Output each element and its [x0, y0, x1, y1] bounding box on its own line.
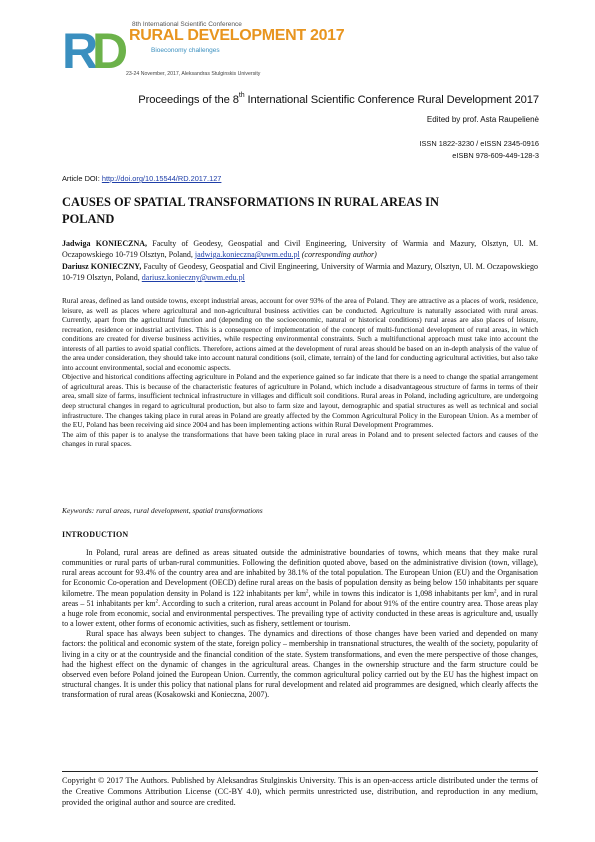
- author-affiliation: Faculty of Geodesy, Geospatial and Civil Engineering, University of Warmia and Mazury, Olsztyn, Ul. M. Oczapowskiego 10-719 Olsztyn, Poland,: [62, 239, 538, 259]
- superscript: 2: [493, 589, 497, 594]
- copyright-notice: Copyright © 2017 The Authors. Published by Aleksandras Stulginskis University. This is an open-access article distributed under the terms of the Creative Commons Attribution License (CC-BY 4.0), which permits unrestricted use, distribution, and reproduction in any medium, provided the original author and source are credited.: [62, 776, 538, 807]
- proceedings-line: [138, 94, 539, 106]
- footer-divider: [62, 771, 538, 772]
- author-note: (corresponding author): [299, 250, 377, 259]
- author-list: [62, 238, 538, 284]
- superscript: 2: [155, 599, 159, 605]
- logo-edition: 8th International Scientific Conference: [132, 21, 242, 28]
- paper-title: CAUSES OF SPATIAL TRANSFORMATIONS IN RURAL AREAS IN POLAND: [62, 195, 439, 226]
- doi-link[interactable]: http://doi.org/10.15544/RD.2017.127: [101, 174, 222, 183]
- text-run: . According to such a criterion, rural areas account in Poland for about 91% of the entire country area. Those areas play a huge role from economic, social and environmental perspectives. The prevailing type of activity conducted in these areas is agriculture and, usually to a lower extent, other forms of economic activities, such as fishery, settlement or tourism.: [62, 598, 538, 629]
- proceedings-pre: Proceedings of the 8: [138, 94, 239, 106]
- doi-label: Article DOI:: [62, 174, 102, 183]
- author-name: Jadwiga KONIECZNA,: [62, 239, 153, 248]
- svg-text:D: D: [92, 23, 129, 78]
- proceedings-post: International Scientific Conference Rural Development 2017: [244, 94, 539, 106]
- logo-dates: 23-24 November, 2017, Aleksandras Stulginskis University: [126, 71, 261, 77]
- text-run: , while in towns this indicator is 1,098 inhabitants per km: [308, 588, 494, 598]
- svg-text:R: R: [62, 23, 99, 78]
- abstract-paragraph: Objective and historical conditions affecting agriculture in Poland and the experience gained so far indicate that there is a need to change the spatial arrangement of agricultural areas. This is because of the characteristic features of agriculture in Poland, which include a disadvantageous structure of farms in terms of their area, small size of farms, insufficient technical infrastructure in villages and difficult soil conditions. Rural areas in Poland, including agriculture, are undergoing deep structural changes in regard to agricultural production, but also to farm size and layout, demographic and spatial structures as well as technical and social infrastructure. The changes taking place in rural areas in Poland are greatly affected by the Common Agricultural Policy in the European Union. As a member of the EU, Poland has been receiving aid since 2004 and has been implementing actions within Rural Development Programmes.: [62, 372, 538, 430]
- text-run: , and in rural areas – 51 inhabitants per km: [62, 588, 538, 608]
- body-paragraph: [62, 548, 538, 629]
- conference-logo: [62, 18, 345, 80]
- author-entry: [62, 238, 538, 260]
- author-name: Dariusz KONIECZNY,: [62, 262, 144, 271]
- proceedings-sup: th: [238, 92, 245, 100]
- author-email-link[interactable]: jadwiga.konieczna@uwm.edu.pl: [194, 250, 300, 259]
- text-run: In Poland, rural areas are defined as areas situated outside the administrative boundaries of towns, which means that they make rural communities or rural parts of urban-rural communities. Following the definition quoted above, based on the administrative division (town, village), rural areas account for 93.4% of the country area and are inhabited by 38.1% of the total population. The European Union (EU) and the Organisation for Economic Co-operation and Development (OECD) define rural areas on the basis of population density as being below 150 inhabitants per square kilometre. The mean population density in Poland is 122 inhabitants per km: [62, 548, 538, 598]
- body-paragraph: Rural space has always been subject to changes. The dynamics and directions of those changes have been varied and depended on many factors: the political and economic system of the state, foreign policy – membership in transnational structures, the wealth of the society, popularity of living in a city or at the countryside and the financial condition of the state. System transformations, and even the mere perspective of those changes, had the highest effect on the dynamic of changes in the agricultural areas. Changes in the ownership structure and the farm structure could be observed even before Poland joined the European Union. Currently, the common agricultural policy carried out by the EU has the highest impact on structural changes. It is under this policy that national plans for rural development and related aid programmes are designed, which clearly affects the transformation of rural areas (Kosakowski and Konieczna, 2007).: [62, 629, 538, 700]
- rd-logo-icon: [62, 20, 132, 78]
- author-entry: [62, 261, 538, 283]
- section-heading-introduction: INTRODUCTION: [62, 530, 129, 539]
- abstract-paragraph: The aim of this paper is to analyse the transformations that have been taking place in rural areas in Poland and to present selected factors and causes of the changes in rural spaces.: [62, 429, 538, 449]
- author-affiliation: Faculty of Geodesy, Geospatial and Civil Engineering, University of Warmia and Mazury, Olsztyn, Ul. M. Oczapowskiego 10-719 Olsztyn, Poland,: [62, 262, 538, 282]
- superscript: 2: [306, 589, 309, 594]
- abstract: [62, 296, 538, 449]
- article-doi: [62, 174, 221, 183]
- author-email-link[interactable]: dariusz.konieczny@uwm.edu.pl: [141, 273, 245, 282]
- logo-subtitle: Bioeconomy challenges: [151, 47, 220, 54]
- rd-logo-mark: [62, 20, 132, 78]
- issn-line: ISSN 1822-3230 / eISSN 2345-0916: [419, 139, 539, 148]
- abstract-paragraph: Rural areas, defined as land outside towns, except industrial areas, account for over 93% of the area of Poland. They are attractive as a places of work, residence, leisure, as well as places where agricultural and non-agricultural business activities can be conducted. Agriculture is naturally associated with rural areas. Currently, apart from the agricultural function and (depending on the socioeconomic, natural or historical conditions) rural areas are also places of leisure, recreation, residence or industrial activities. This is a consequence of implementation of the concept of multi-functional development of rural areas, in which conditions are created for diverse business activities, while respecting environmental constraints. Such a multifunctional approach must take into account the interests of all parties to avoid spatial conflicts. Therefore, actions aimed at the development of rural areas should be based on an in-depth analysis of the value of the area under consideration, they should take into account natural conditions (soil, climate, terrain) of the land for conducting agricultural activities, but also take into account environmental, social and economic aspects.: [62, 296, 538, 372]
- eisbn-line: eISBN 978-609-449-128-3: [452, 151, 539, 160]
- keywords: Keywords: rural areas, rural development, spatial transformations: [62, 506, 263, 515]
- editor-line: Edited by prof. Asta Raupelienė: [426, 115, 539, 124]
- logo-conference-name: RURAL DEVELOPMENT 2017: [129, 27, 345, 44]
- introduction-body: [62, 548, 538, 700]
